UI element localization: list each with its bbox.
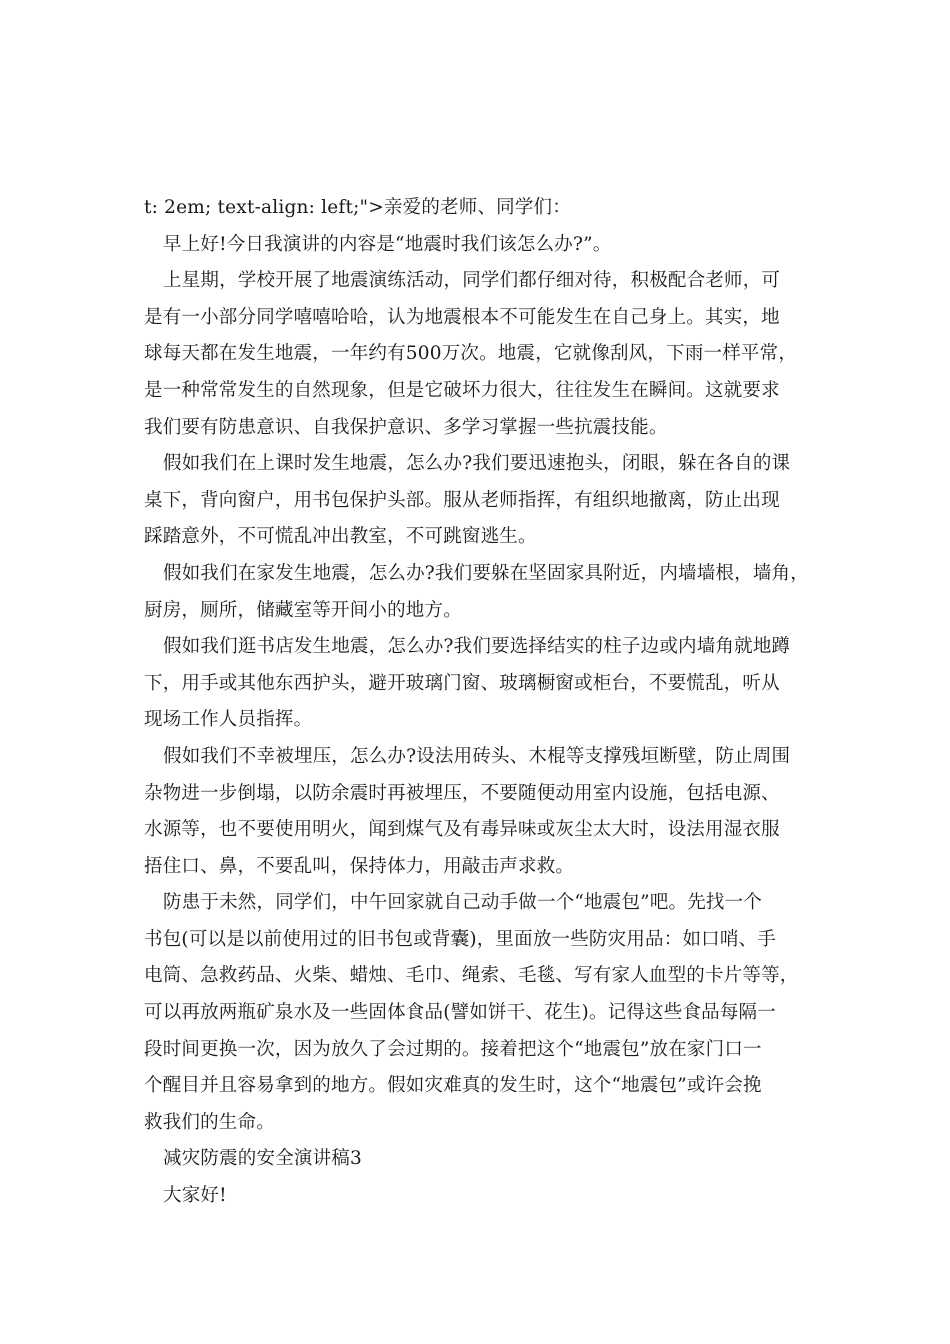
text-line: 电筒、急救药品、火柴、蜡烛、毛巾、绳索、毛毯、写有家人血型的卡片等等， <box>144 965 799 987</box>
text-line: 捂住口、鼻，不要乱叫，保持体力，用敲击声求救。 <box>144 855 575 877</box>
text-line: 早上好!今日我演讲的内容是“地震时我们该怎么办?”。 <box>163 233 612 255</box>
text-line: 厨房，厕所，储藏室等开间小的地方。 <box>144 599 462 621</box>
text-line: 是有一小部分同学嘻嘻哈哈，认为地震根本不可能发生在自己身上。其实，地 <box>144 306 780 328</box>
text-line: 球每天都在发生地震，一年约有500万次。地震，它就像刮风，下雨一样平常， <box>144 343 798 365</box>
text-line: 假如我们逛书店发生地震，怎么办?我们要选择结实的柱子边或内墙角就地蹲 <box>163 636 791 658</box>
text-line: 现场工作人员指挥。 <box>144 709 313 731</box>
text-line: t: 2em; text-align: left;">亲爱的老师、同学们： <box>144 197 571 218</box>
text-line: 假如我们不幸被埋压，怎么办?设法用砖头、木棍等支撑残垣断壁，防止周围 <box>163 745 791 767</box>
section-heading: 减灾防震的安全演讲稿3 <box>163 1148 362 1170</box>
greeting-line: 大家好! <box>163 1185 227 1207</box>
text-line: 水源等，也不要使用明火，闻到煤气及有毒异味或灰尘太大时，设法用湿衣服 <box>144 819 780 841</box>
text-line: 桌下，背向窗户，用书包保护头部。服从老师指挥，有组织地撤离，防止出现 <box>144 489 780 511</box>
text-line: 防患于未然，同学们，中午回家就自己动手做一个“地震包”吧。先找一个 <box>163 892 763 914</box>
text-line: 假如我们在家发生地震，怎么办?我们要躲在坚固家具附近，内墙墙根，墙角， <box>163 562 809 584</box>
text-line: 我们要有防患意识、自我保护意识、多学习掌握一些抗震技能。 <box>144 416 668 438</box>
text-line: 假如我们在上课时发生地震，怎么办?我们要迅速抱头，闭眼，躲在各自的课 <box>163 453 791 475</box>
text-line: 救我们的生命。 <box>144 1111 275 1133</box>
document-body <box>144 190 824 1215</box>
text-line: 是一种常常发生的自然现象，但是它破坏力很大，往往发生在瞬间。这就要求 <box>144 379 780 401</box>
text-line: 书包(可以是以前使用过的旧书包或背囊)，里面放一些防灾用品：如口哨、手 <box>144 928 776 950</box>
text-line: 杂物进一步倒塌，以防余震时再被埋压，不要随便动用室内设施，包括电源、 <box>144 782 780 804</box>
text-line: 个醒目并且容易拿到的地方。假如灾难真的发生时，这个“地震包”或许会挽 <box>144 1075 762 1097</box>
text-line: 下，用手或其他东西护头，避开玻璃门窗、玻璃橱窗或柜台，不要慌乱，听从 <box>144 672 780 694</box>
text-line: 段时间更换一次，因为放久了会过期的。接着把这个“地震包”放在家门口一 <box>144 1038 762 1060</box>
text-line: 踩踏意外，不可慌乱冲出教室，不可跳窗逃生。 <box>144 526 537 548</box>
text-line: 可以再放两瓶矿泉水及一些固体食品(譬如饼干、花生)。记得这些食品每隔一 <box>144 1002 776 1024</box>
text-line: 上星期，学校开展了地震演练活动，同学们都仔细对待，积极配合老师，可 <box>163 270 781 292</box>
